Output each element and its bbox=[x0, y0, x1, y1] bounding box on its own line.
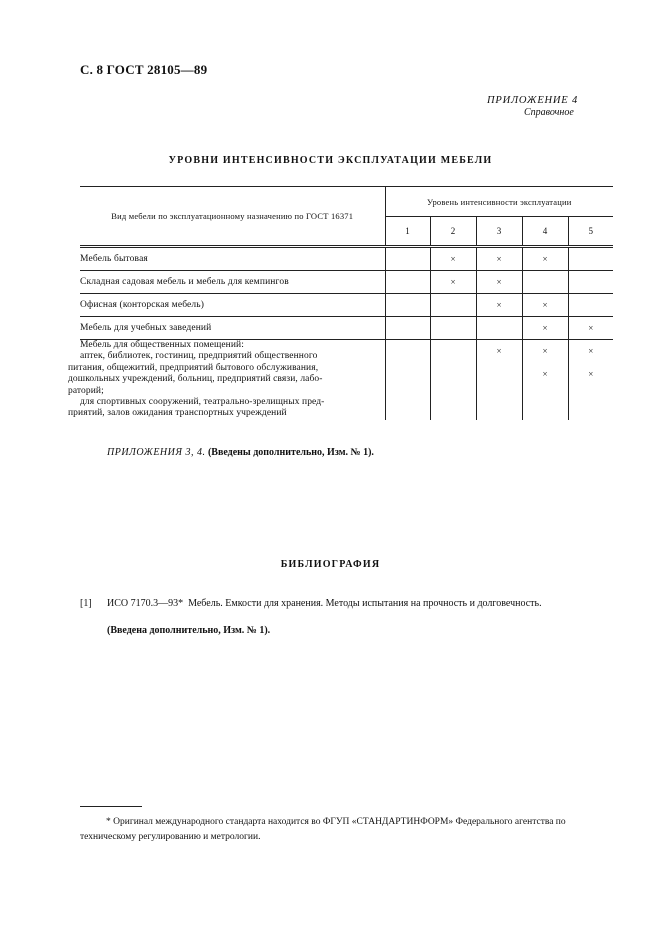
level-mark bbox=[430, 294, 476, 317]
appendix-4-title: ПРИЛОЖЕНИЕ 4 bbox=[487, 95, 578, 106]
footnote-text: * Оригинал международного стандарта находится во ФГУП «СТАНДАРТИНФОРМ» Федерального агентства по техническому регулированию и метрологии. bbox=[80, 817, 566, 842]
level-mark: × bbox=[496, 346, 502, 356]
level-mark bbox=[476, 317, 522, 340]
public-line: питания, общежитий, предприятий бытового обслуживания, bbox=[68, 362, 319, 373]
level-header: 4 bbox=[522, 217, 568, 246]
level-mark bbox=[385, 317, 430, 340]
level-mark: × bbox=[522, 294, 568, 317]
level-header: 3 bbox=[476, 217, 522, 246]
level-mark bbox=[385, 294, 430, 317]
furniture-kind: Складная садовая мебель и мебель для кемпингов bbox=[80, 271, 385, 294]
level-mark-public bbox=[522, 340, 568, 420]
level-mark: × bbox=[568, 317, 613, 340]
bibliography-title: БИБЛИОГРАФИЯ bbox=[280, 559, 381, 570]
level-mark-public bbox=[476, 340, 522, 420]
public-line: для спортивных сооружений, театрально-зрелищных пред- bbox=[80, 397, 325, 408]
level-header: 1 bbox=[385, 217, 430, 246]
public-line: Мебель для общественных помещений: bbox=[80, 340, 244, 350]
level-mark bbox=[568, 271, 613, 294]
appendix-4-type: Справочное bbox=[524, 107, 574, 118]
level-header: 2 bbox=[430, 217, 476, 246]
level-mark: × bbox=[476, 294, 522, 317]
furniture-kind-public bbox=[68, 340, 385, 420]
bibliography-text: ИСО 7170.3—93* Мебель. Емкости для хранения. Методы испытания на прочность и долговечность. bbox=[107, 598, 542, 609]
furniture-kind: Офисная (конторская мебель) bbox=[80, 294, 385, 317]
public-line: дошкольных учреждений, больниц, предприятий связи, лабо- bbox=[68, 374, 323, 385]
level-mark: × bbox=[522, 317, 568, 340]
appendix-note bbox=[107, 447, 374, 458]
level-mark bbox=[385, 271, 430, 294]
level-mark: × bbox=[588, 346, 594, 356]
table-row bbox=[80, 294, 613, 317]
table-row bbox=[80, 248, 613, 271]
level-mark: × bbox=[542, 369, 548, 379]
intensity-table bbox=[68, 186, 613, 420]
level-mark: × bbox=[430, 248, 476, 271]
col-type-header: Вид мебели по эксплуатационному назначению по ГОСТ 16371 bbox=[80, 187, 385, 246]
table-row bbox=[80, 317, 613, 340]
level-mark: × bbox=[476, 271, 522, 294]
level-mark-public bbox=[568, 340, 613, 420]
table-title: УРОВНИ ИНТЕНСИВНОСТИ ЭКСПЛУАТАЦИИ МЕБЕЛИ bbox=[168, 155, 493, 166]
appendix-note-change: (Введены дополнительно, Изм. № 1). bbox=[207, 447, 374, 458]
furniture-kind: Мебель для учебных заведений bbox=[80, 317, 385, 340]
page-header: С. 8 ГОСТ 28105—89 bbox=[80, 62, 208, 77]
level-mark-public bbox=[385, 340, 430, 420]
level-mark bbox=[568, 248, 613, 271]
level-mark bbox=[385, 248, 430, 271]
level-mark-public bbox=[430, 340, 476, 420]
level-mark: × bbox=[476, 248, 522, 271]
table-row-public bbox=[80, 340, 613, 420]
bibliography-entry bbox=[80, 598, 542, 609]
public-line: аптек, библиотек, гостиниц, предприятий общественного bbox=[80, 351, 318, 362]
level-mark: × bbox=[542, 346, 548, 356]
col-level-header: Уровень интенсивности эксплуатации bbox=[385, 187, 613, 217]
level-mark bbox=[430, 317, 476, 340]
bibliography-number: [1] bbox=[80, 598, 92, 609]
level-mark bbox=[522, 271, 568, 294]
footnote-divider bbox=[80, 806, 142, 807]
public-line: приятий, залов ожидания транспортных учреждений bbox=[68, 408, 287, 419]
level-mark bbox=[568, 294, 613, 317]
bibliography-added-note: (Введена дополнительно, Изм. № 1). bbox=[107, 625, 271, 636]
table-row bbox=[80, 271, 613, 294]
level-mark: × bbox=[588, 369, 594, 379]
furniture-kind: Мебель бытовая bbox=[80, 248, 385, 271]
level-mark: × bbox=[430, 271, 476, 294]
level-mark: × bbox=[522, 248, 568, 271]
level-header: 5 bbox=[568, 217, 613, 246]
public-line: раторий; bbox=[68, 385, 104, 396]
appendix-note-label: ПРИЛОЖЕНИЯ 3, 4. bbox=[107, 447, 206, 458]
